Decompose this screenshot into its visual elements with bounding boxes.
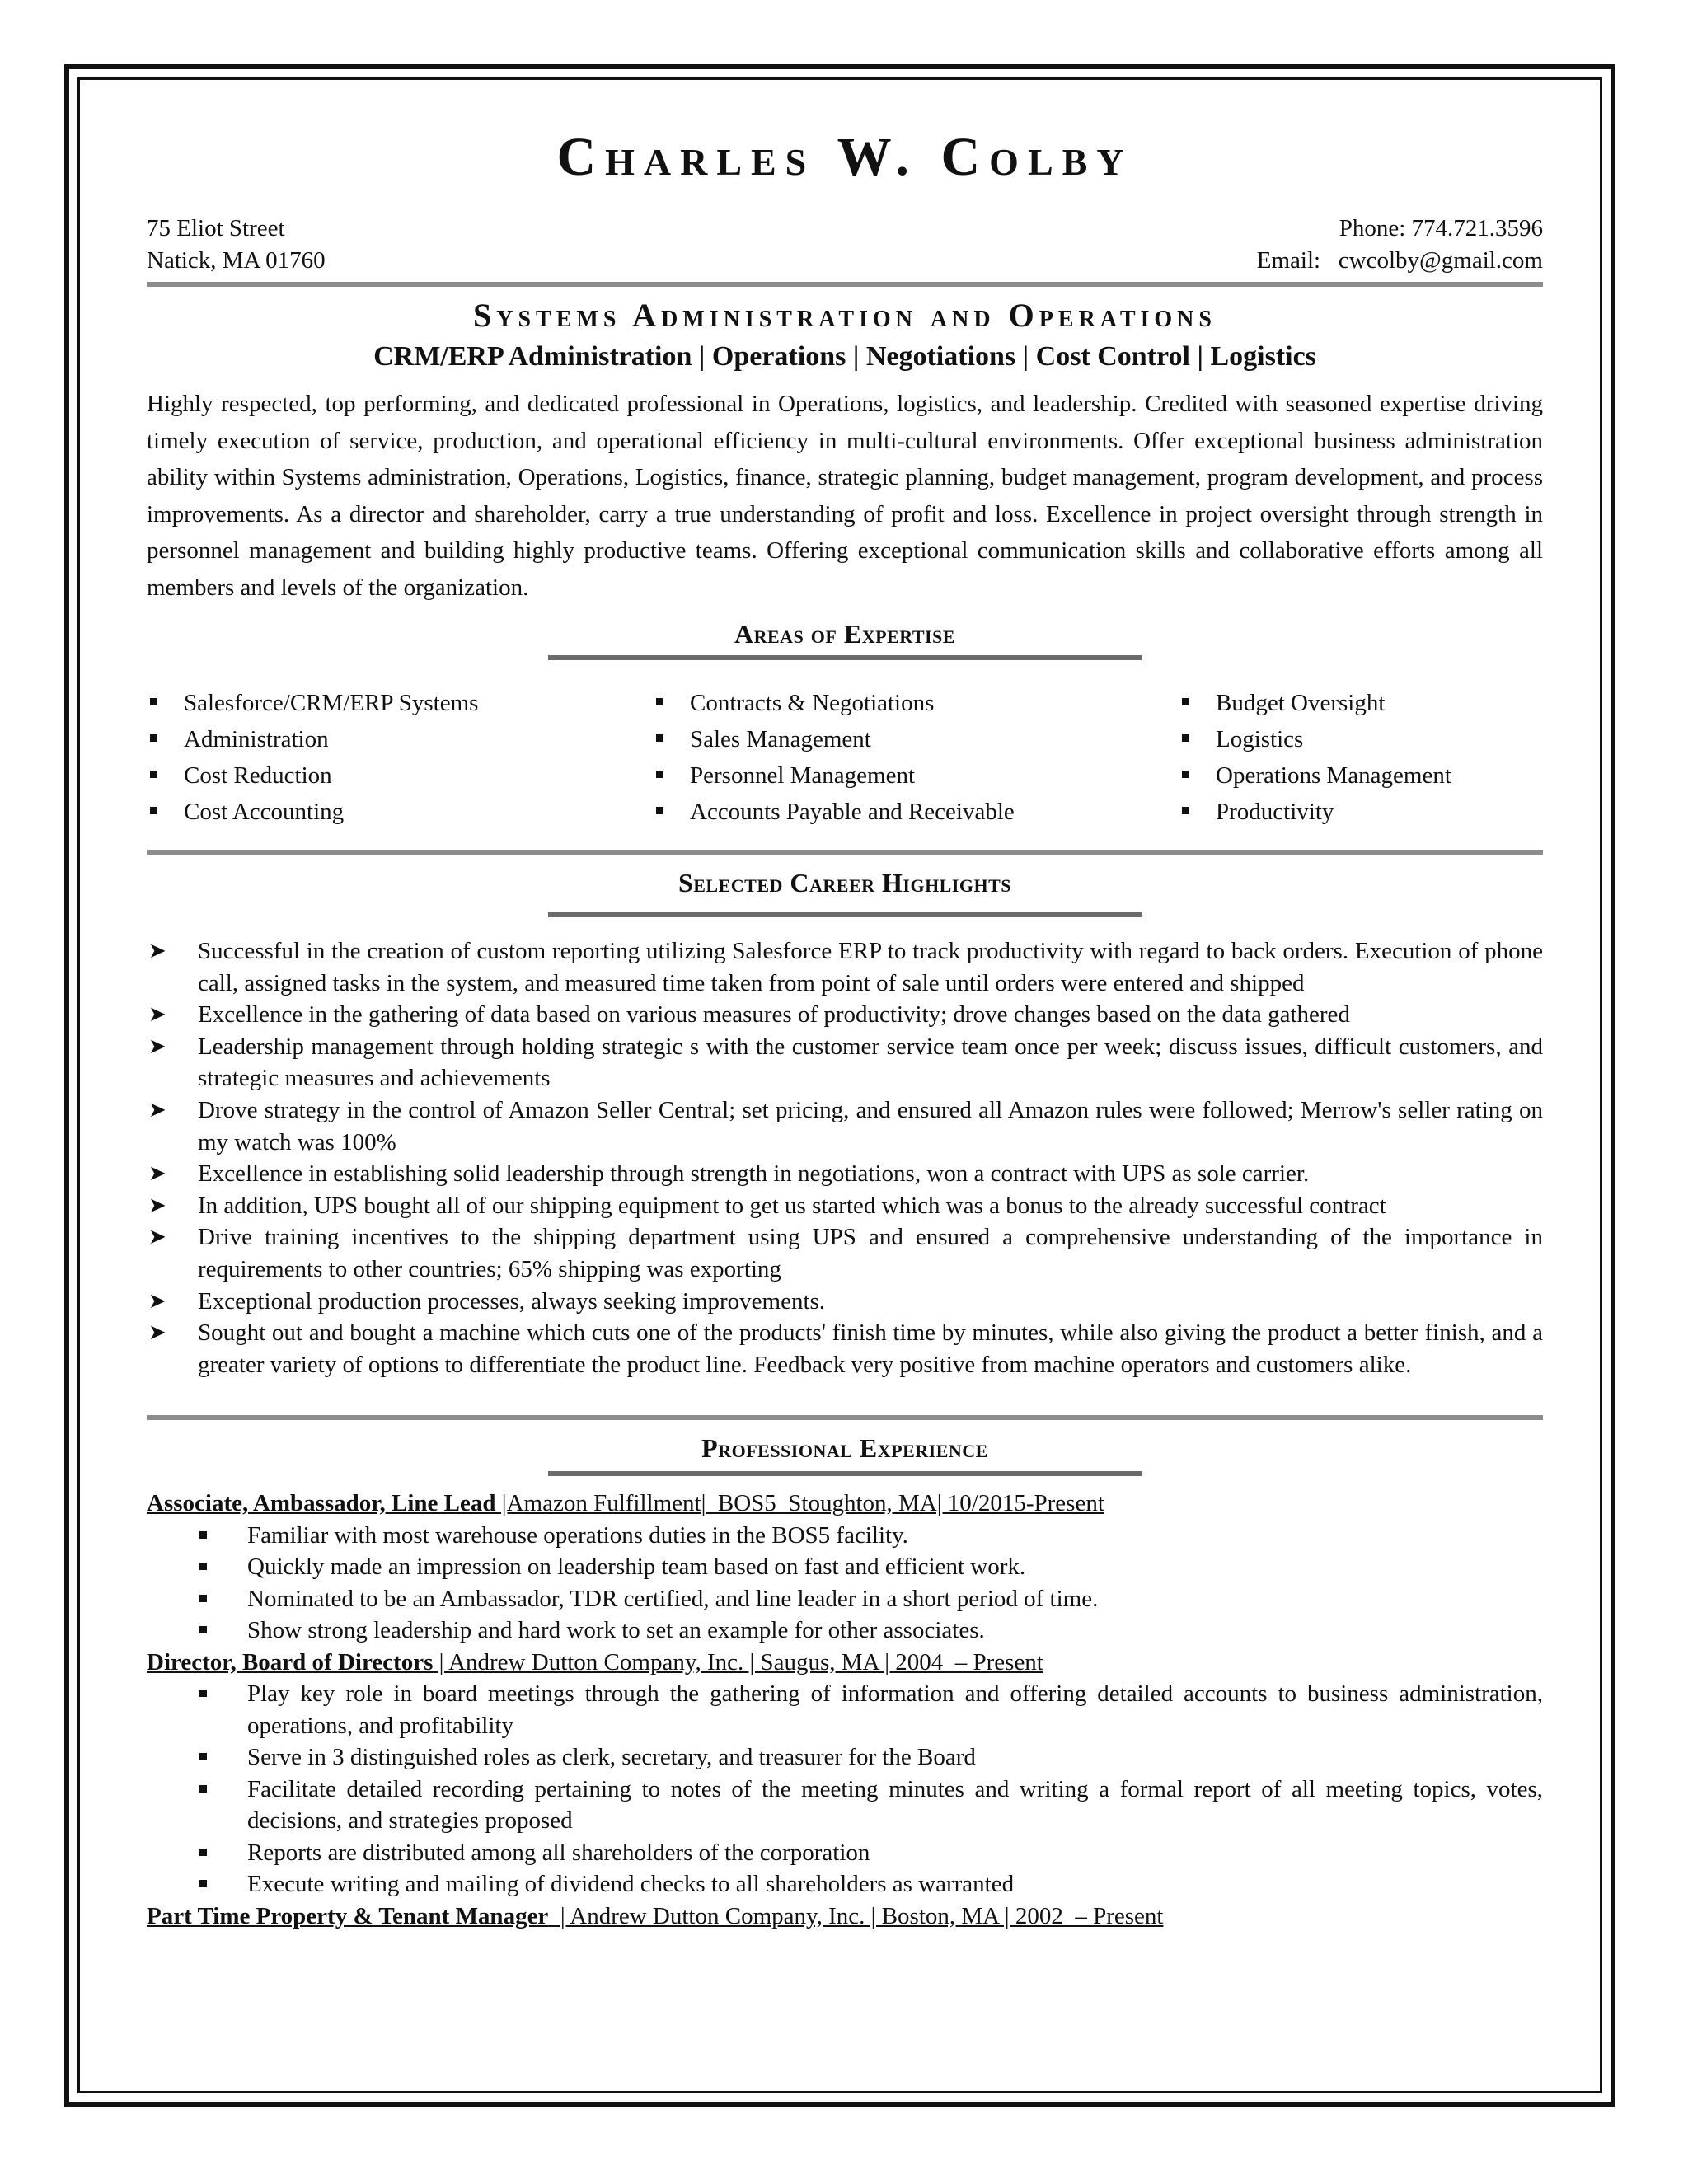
arrow-bullet-icon: ➤ bbox=[148, 1193, 166, 1217]
expertise-item: Cost Accounting bbox=[147, 794, 653, 830]
job-role: Associate, Ambassador, Line Lead bbox=[147, 1490, 496, 1517]
experience-title: Professional Experience bbox=[701, 1433, 988, 1464]
job-entry bbox=[147, 1900, 1543, 1933]
job-role: Part Time Property & Tenant Manager bbox=[147, 1902, 549, 1929]
job-role: Director, Board of Directors bbox=[147, 1648, 434, 1675]
arrow-bullet-icon: ➤ bbox=[148, 1097, 166, 1122]
job-entry bbox=[147, 1647, 1543, 1900]
experience-rule bbox=[548, 1471, 1142, 1476]
highlight-item: ➤ Sought out and bought a machine which cuts one of the products' finish time by minutes, while also giving the product a better finish, and a greater variety of options to differentiate the product line. Feedback very positive from machine operators and customers alike. bbox=[147, 1317, 1543, 1380]
arrow-bullet-icon: ➤ bbox=[148, 1320, 166, 1345]
divider bbox=[147, 1415, 1543, 1420]
duty-item: Nominated to be an Ambassador, TDR certified, and line leader in a short period of time. bbox=[147, 1583, 1543, 1615]
expertise-item: Cost Reduction bbox=[147, 757, 653, 794]
expertise-item: Operations Management bbox=[1179, 757, 1541, 794]
divider bbox=[147, 282, 1543, 287]
highlight-item: ➤ Excellence in establishing solid leadership through strength in negotiations, won a contract with UPS as sole carrier. bbox=[147, 1158, 1543, 1190]
expertise-item: Personnel Management bbox=[653, 757, 1179, 794]
expertise-item: Administration bbox=[147, 721, 653, 757]
expertise-col-3 bbox=[1179, 685, 1541, 830]
arrow-bullet-icon: ➤ bbox=[148, 939, 166, 963]
job-details: | Andrew Dutton Company, Inc. | Boston, MA | 2002 – Present bbox=[548, 1902, 1164, 1929]
arrow-bullet-icon: ➤ bbox=[148, 1288, 166, 1313]
candidate-name: Charles W. Colby bbox=[556, 127, 1133, 187]
job-heading bbox=[147, 1647, 1543, 1679]
phone: Phone: 774.721.3596 bbox=[1339, 215, 1543, 241]
arrow-bullet-icon: ➤ bbox=[148, 1225, 166, 1249]
highlight-item: ➤ Exceptional production processes, always seeking improvements. bbox=[147, 1286, 1543, 1318]
job-heading bbox=[147, 1900, 1543, 1933]
address-line-1: 75 Eliot Street bbox=[147, 215, 285, 241]
headline: Systems Administration and Operations bbox=[473, 297, 1217, 334]
phone-email bbox=[1257, 213, 1543, 277]
highlights-title: Selected Career Highlights bbox=[678, 868, 1012, 898]
expertise-item: Contracts & Negotiations bbox=[653, 685, 1179, 721]
expertise-item: Sales Management bbox=[653, 721, 1179, 757]
expertise-columns bbox=[147, 685, 1543, 830]
email: Email: cwcolby@gmail.com bbox=[1256, 247, 1543, 274]
address bbox=[147, 213, 326, 277]
duty-item: Familiar with most warehouse operations duties in the BOS5 facility. bbox=[147, 1520, 1543, 1552]
contact-block bbox=[147, 213, 1543, 277]
arrow-bullet-icon: ➤ bbox=[148, 1161, 166, 1186]
duty-item: Serve in 3 distinguished roles as clerk, secretary, and treasurer for the Board bbox=[147, 1741, 1543, 1774]
highlight-item: ➤ Excellence in the gathering of data based on various measures of productivity; drove changes based on the data gathered bbox=[147, 999, 1543, 1031]
arrow-bullet-icon: ➤ bbox=[148, 1002, 166, 1027]
highlight-item: ➤ Leadership management through holding strategic s with the customer service team once per week; discuss issues, difficult customers, and strategic measures and achievements bbox=[147, 1031, 1543, 1094]
job-duties bbox=[147, 1678, 1543, 1900]
highlights-rule bbox=[548, 912, 1142, 917]
duty-item: Facilitate detailed recording pertaining to notes of the meeting minutes and writing a formal report of all meeting topics, votes, decisions, and strategies proposed bbox=[147, 1774, 1543, 1837]
sub-headline: CRM/ERP Administration | Operations | Negotiations | Cost Control | Logistics bbox=[373, 341, 1316, 372]
duty-item: Show strong leadership and hard work to set an example for other associates. bbox=[147, 1615, 1543, 1647]
job-duties bbox=[147, 1520, 1543, 1647]
summary: Highly respected, top performing, and dedicated professional in Operations, logistics, and leadership. Credited with seasoned expertise driving timely execution of service, production, and operational efficiency in multi-cultural environments. Offer exceptional business administration ability within Systems administration, Operations, Logistics, finance, strategic planning, budget management, program development, and process improvements. As a director and shareholder, carry a true understanding of profit and loss. Excellence in project oversight through strength in personnel management and building highly productive teams. Offering exceptional communication skills and collaborative efforts among all members and levels of the organization. bbox=[147, 391, 1543, 601]
duty-item: Reports are distributed among all shareholders of the corporation bbox=[147, 1837, 1543, 1869]
expertise-item: Accounts Payable and Receivable bbox=[653, 794, 1179, 830]
expertise-item: Salesforce/CRM/ERP Systems bbox=[147, 685, 653, 721]
highlight-item: ➤ In addition, UPS bought all of our shipping equipment to get us started which was a bonus to the already successful contract bbox=[147, 1190, 1543, 1222]
expertise-section bbox=[147, 617, 1543, 830]
duty-item: Execute writing and mailing of dividend checks to all shareholders as warranted bbox=[147, 1868, 1543, 1900]
job-heading bbox=[147, 1488, 1543, 1520]
expertise-item: Budget Oversight bbox=[1179, 685, 1541, 721]
expertise-col-2 bbox=[653, 685, 1179, 830]
job-details: | Andrew Dutton Company, Inc. | Saugus, MA | 2004 – Present bbox=[433, 1648, 1043, 1675]
highlights-list bbox=[147, 935, 1543, 1380]
expertise-item: Logistics bbox=[1179, 721, 1541, 757]
expertise-item: Productivity bbox=[1179, 794, 1541, 830]
highlight-item: ➤ Successful in the creation of custom reporting utilizing Salesforce ERP to track productivity with regard to back orders. Execution of phone call, assigned tasks in the system, and measured time taken from point of sale until orders were entered and shipped bbox=[147, 935, 1543, 999]
arrow-bullet-icon: ➤ bbox=[148, 1033, 166, 1058]
job-entry bbox=[147, 1488, 1543, 1647]
expertise-title: Areas of Expertise bbox=[734, 619, 955, 649]
job-details: |Amazon Fulfillment| BOS5 Stoughton, MA| 10/2015-Present bbox=[495, 1490, 1104, 1517]
resume-content bbox=[147, 124, 1543, 1932]
address-line-2: Natick, MA 01760 bbox=[147, 247, 326, 274]
duty-item: Play key role in board meetings through the gathering of information and offering detailed accounts to business administration, operations, and profitability bbox=[147, 1678, 1543, 1741]
duty-item: Quickly made an impression on leadership team based on fast and efficient work. bbox=[147, 1551, 1543, 1583]
expertise-rule bbox=[548, 655, 1142, 660]
expertise-col-1 bbox=[147, 685, 653, 830]
highlight-item: ➤ Drive training incentives to the shipping department using UPS and ensured a comprehensive understanding of the importance in requirements to other countries; 65% shipping was exporting bbox=[147, 1221, 1543, 1285]
divider bbox=[147, 850, 1543, 855]
experience-section bbox=[147, 1432, 1543, 1932]
highlights-section bbox=[147, 866, 1543, 1380]
highlight-item: ➤ Drove strategy in the control of Amazon Seller Central; set pricing, and ensured all Amazon rules were followed; Merrow's seller rating on my watch was 100% bbox=[147, 1094, 1543, 1158]
